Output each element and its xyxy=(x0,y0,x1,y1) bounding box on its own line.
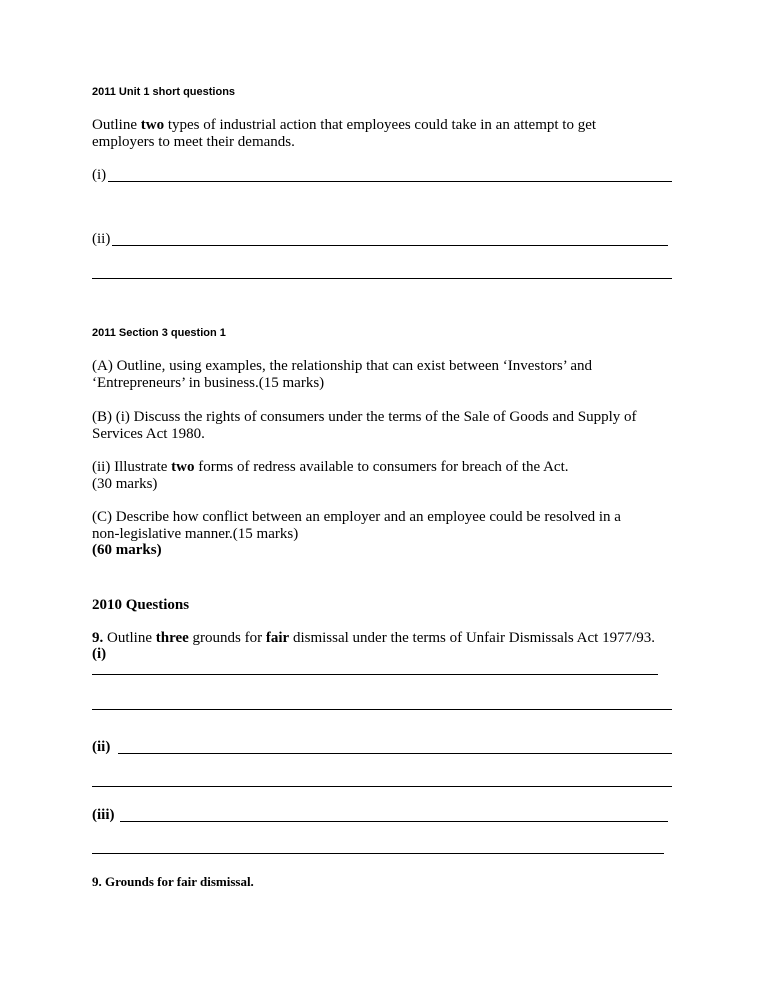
question-text: (B) (i) Discuss the rights of consumers under the terms of the Sale of Goods and Supply of xyxy=(92,409,637,425)
question-text: Services Act 1980. xyxy=(92,426,205,442)
marks-total-text: (60 marks) xyxy=(92,542,162,558)
emphasis-text: fair xyxy=(265,630,290,646)
answer-label-ii: (ii) xyxy=(92,231,111,247)
section-heading-2010 xyxy=(92,596,189,614)
answer-line[interactable] xyxy=(92,786,672,787)
question-text-part: types of industrial action that employees could take in an attempt to get xyxy=(164,117,597,133)
answer-heading-text: 9. Grounds for fair dismissal. xyxy=(92,874,254,889)
question-text xyxy=(92,116,596,134)
answer-line[interactable] xyxy=(120,821,668,822)
question-number: 9. xyxy=(92,630,104,646)
question-text: (A) Outline, using examples, the relationship that can exist between ‘Investors’ and xyxy=(92,358,592,374)
answer-label-text: (iii) xyxy=(92,807,115,823)
question-text: non-legislative manner.(15 marks) xyxy=(92,526,299,542)
emphasis-text: two xyxy=(171,459,195,475)
section-heading-text: 2010 Questions xyxy=(92,597,190,613)
answer-line[interactable] xyxy=(118,753,672,754)
question-text xyxy=(92,629,655,647)
answer-line[interactable] xyxy=(108,181,672,182)
answer-line[interactable] xyxy=(112,245,668,246)
answer-line[interactable] xyxy=(92,674,658,675)
question-text-part: forms of redress available to consumers for breach of the Act. xyxy=(194,459,569,475)
question-text-part: grounds for xyxy=(188,630,266,646)
question-text: (30 marks) xyxy=(92,476,158,492)
emphasis-text: three xyxy=(155,630,189,646)
emphasis-text: two xyxy=(140,117,165,133)
question-text-part: Outline xyxy=(92,117,141,133)
answer-label-text: (i) xyxy=(92,646,107,662)
question-text: ‘Entrepreneurs’ in business.(15 marks) xyxy=(92,375,325,391)
answer-line[interactable] xyxy=(92,853,664,854)
question-text-part: Outline xyxy=(103,630,156,646)
answer-label-i xyxy=(92,645,106,663)
question-text: (C) Describe how conflict between an employer and an employee could be resolved in a xyxy=(92,509,621,525)
question-text: employers to meet their demands. xyxy=(92,134,295,150)
answer-heading xyxy=(92,873,254,891)
answer-label-ii xyxy=(92,738,110,756)
marks-total xyxy=(92,541,162,559)
answer-label-iii xyxy=(92,806,115,824)
question-text xyxy=(92,458,569,476)
section-heading-section3: 2011 Section 3 question 1 xyxy=(92,327,226,339)
answer-label-text: (ii) xyxy=(92,739,111,755)
section-heading-unit1: 2011 Unit 1 short questions xyxy=(92,86,236,98)
answer-label-i: (i) xyxy=(92,167,107,183)
question-text-part: (ii) Illustrate xyxy=(92,459,172,475)
answer-line[interactable] xyxy=(92,709,672,710)
question-text-part: dismissal under the terms of Unfair Dismissals Act 1977/93. xyxy=(289,630,655,646)
answer-line[interactable] xyxy=(92,278,672,279)
